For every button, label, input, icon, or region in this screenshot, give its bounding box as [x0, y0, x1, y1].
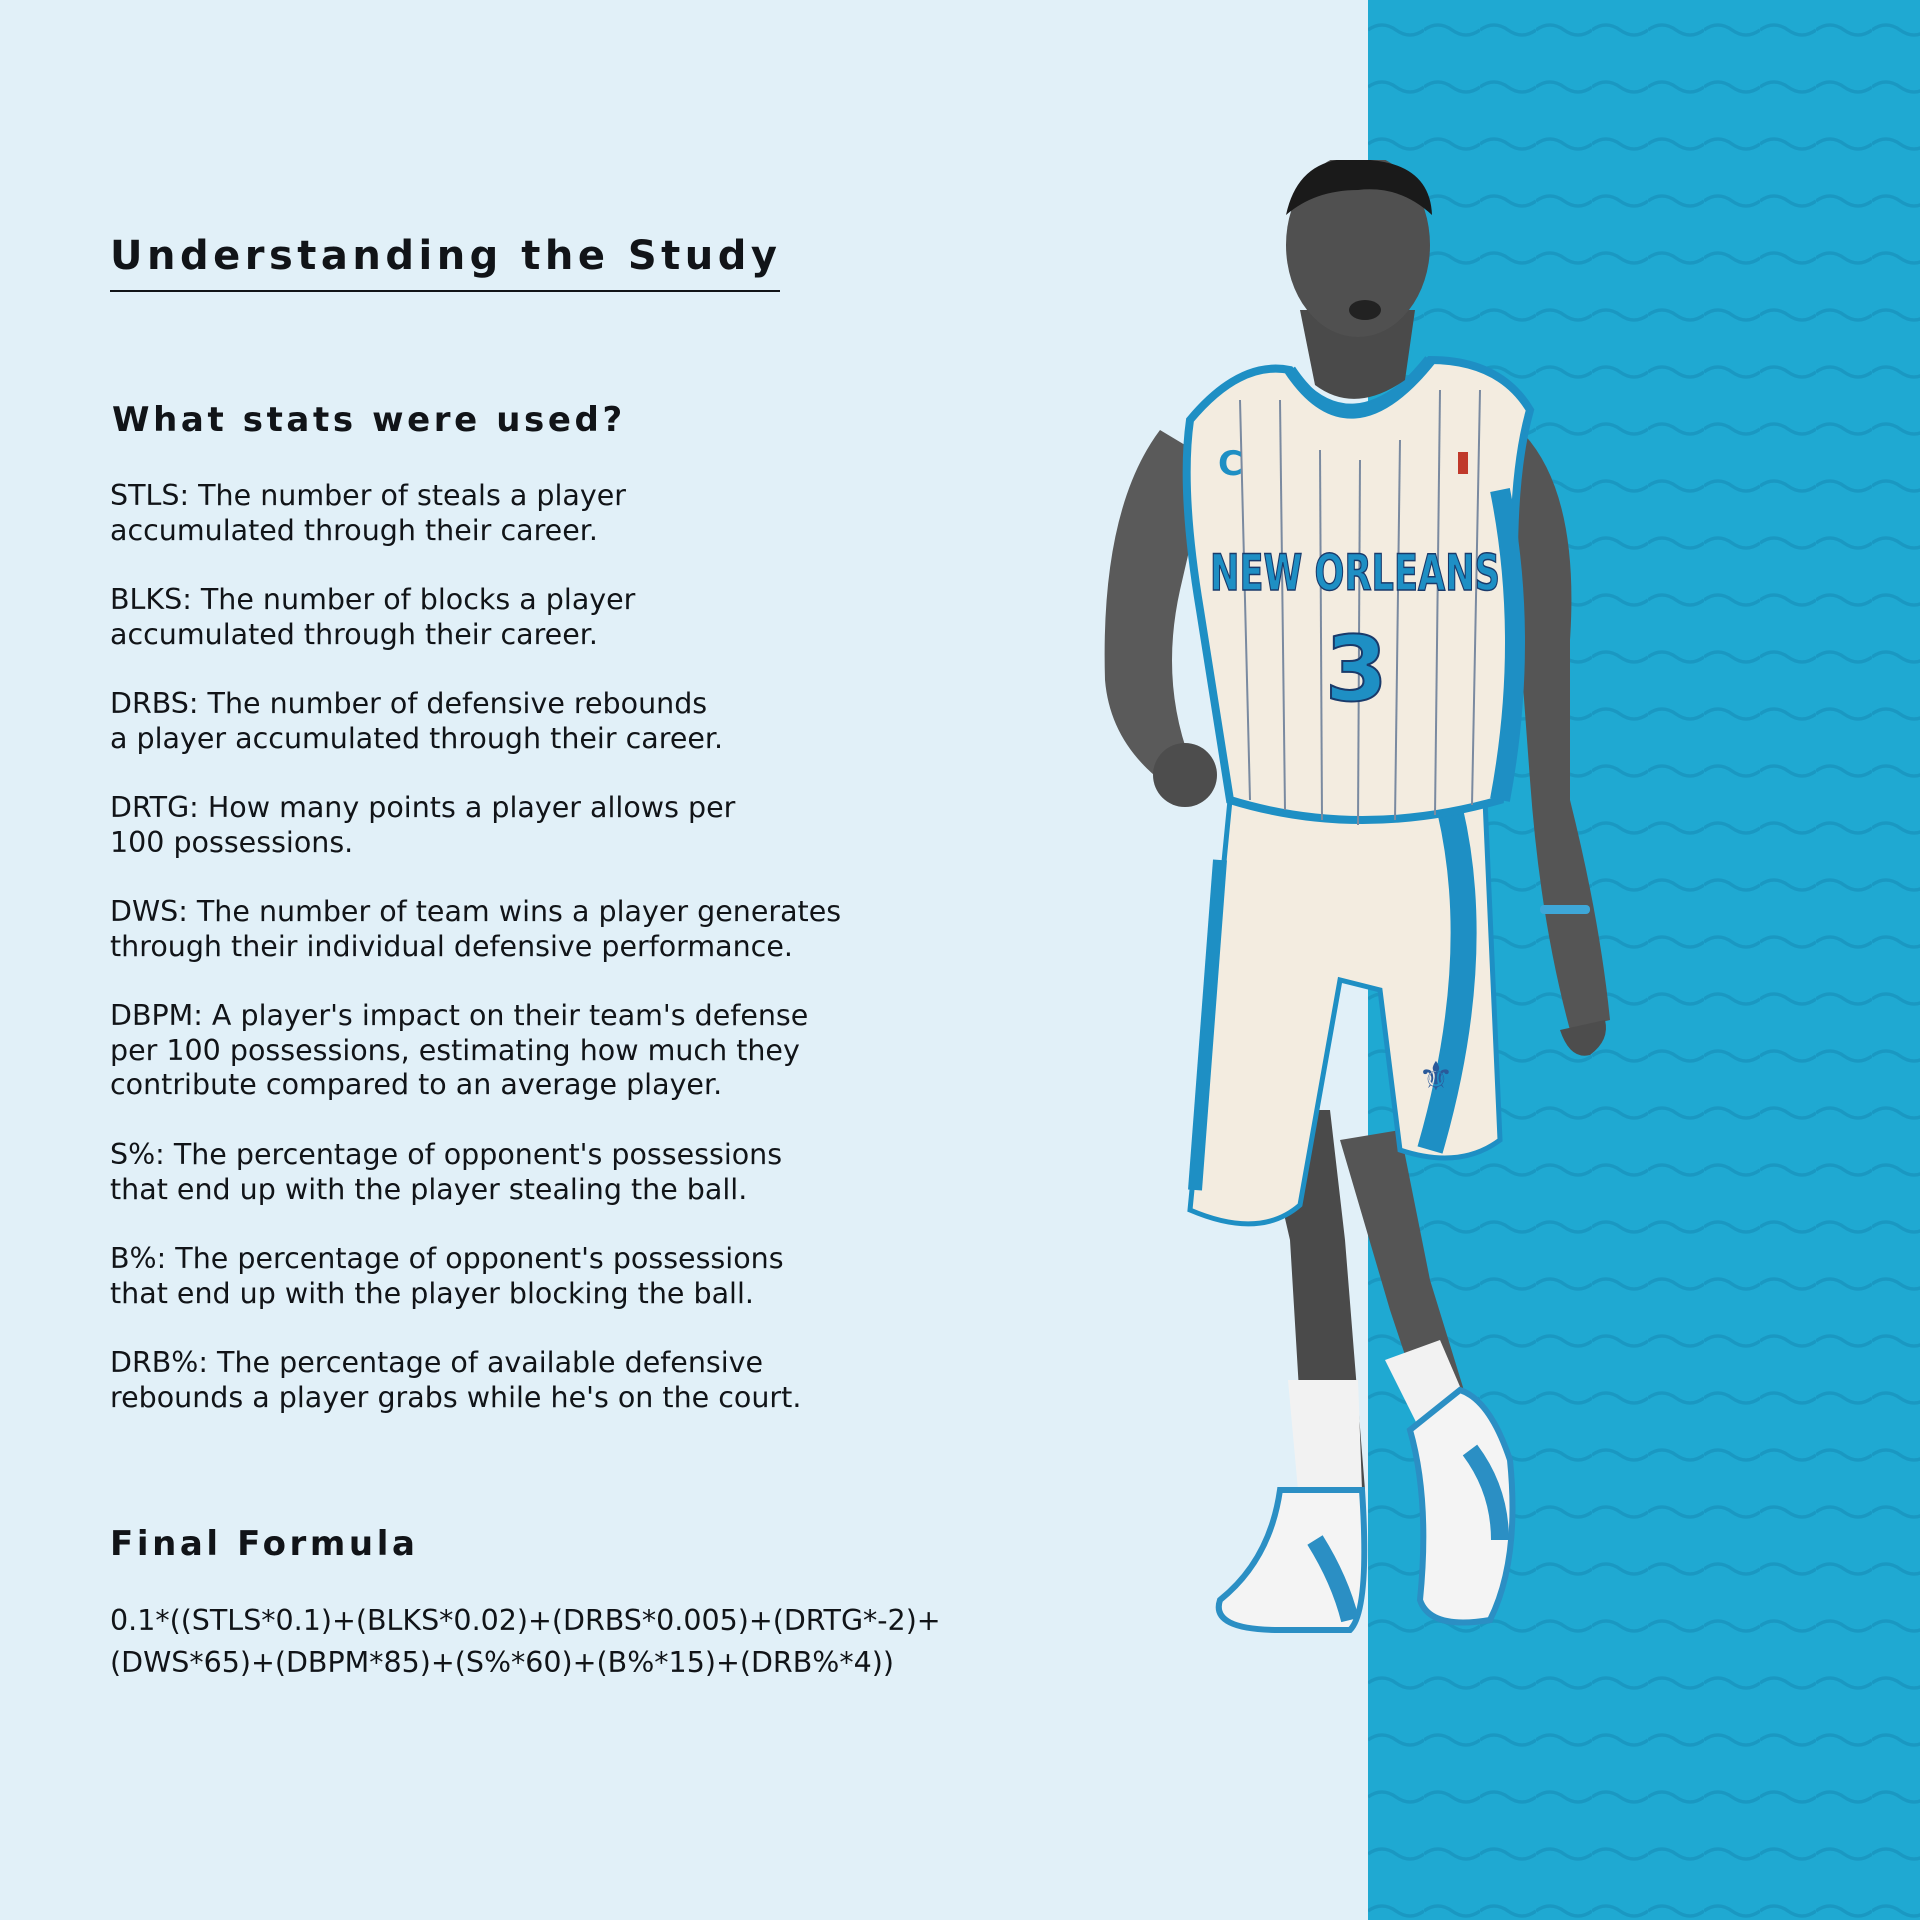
stat-definition-dws: DWS: The number of team wins a player generates through their individual defensive performance.	[110, 895, 842, 963]
left-sock	[1288, 1380, 1362, 1490]
left-fist	[1153, 743, 1217, 807]
final-formula: 0.1*((STLS*0.1)+(BLKS*0.02)+(DRBS*0.005)+(DRTG*-2)+ (DWS*65)+(DBPM*85)+(S%*60)+(B%*15)+(DRB%*4))	[110, 1604, 941, 1679]
jersey-team-name: NEW ORLEANS	[1210, 544, 1500, 602]
league-logo-icon	[1458, 452, 1468, 474]
stat-definition-drbs: DRBS: The number of defensive rebounds a player accumulated through their career.	[110, 687, 724, 755]
stat-definition-blks: BLKS: The number of blocks a player accumulated through their career.	[110, 583, 636, 651]
right-hand	[1560, 1020, 1606, 1056]
title-underline	[110, 290, 780, 292]
right-arm	[1510, 430, 1610, 1030]
fleur-de-lis-icon: ⚜	[1418, 1054, 1454, 1100]
stats-list	[110, 479, 1010, 1450]
wristband	[1540, 905, 1590, 914]
stat-definition-block-pct: B%: The percentage of opponent's possessions that end up with the player blocking the ball.	[110, 1242, 784, 1310]
stat-definition-drb-pct: DRB%: The percentage of available defensive rebounds a player grabs while he's on the court.	[110, 1346, 802, 1414]
formula-heading: Final Formula	[110, 1524, 419, 1564]
player-photo	[1100, 160, 1660, 1650]
stat-definition-drtg: DRTG: How many points a player allows per 100 possessions.	[110, 791, 736, 859]
captain-badge: C	[1218, 444, 1243, 484]
mouth	[1349, 300, 1381, 320]
stat-definition-dbpm: DBPM: A player's impact on their team's defense per 100 possessions, estimating how much they contribute compared to an average player.	[110, 999, 809, 1101]
stat-definition-steal-pct: S%: The percentage of opponent's possessions that end up with the player stealing the ball.	[110, 1138, 783, 1206]
page-title: Understanding the Study	[110, 233, 782, 279]
stat-definition-stls: STLS: The number of steals a player accumulated through their career.	[110, 479, 626, 547]
jersey-number: 3	[1325, 617, 1388, 722]
stats-heading: What stats were used?	[112, 400, 626, 440]
